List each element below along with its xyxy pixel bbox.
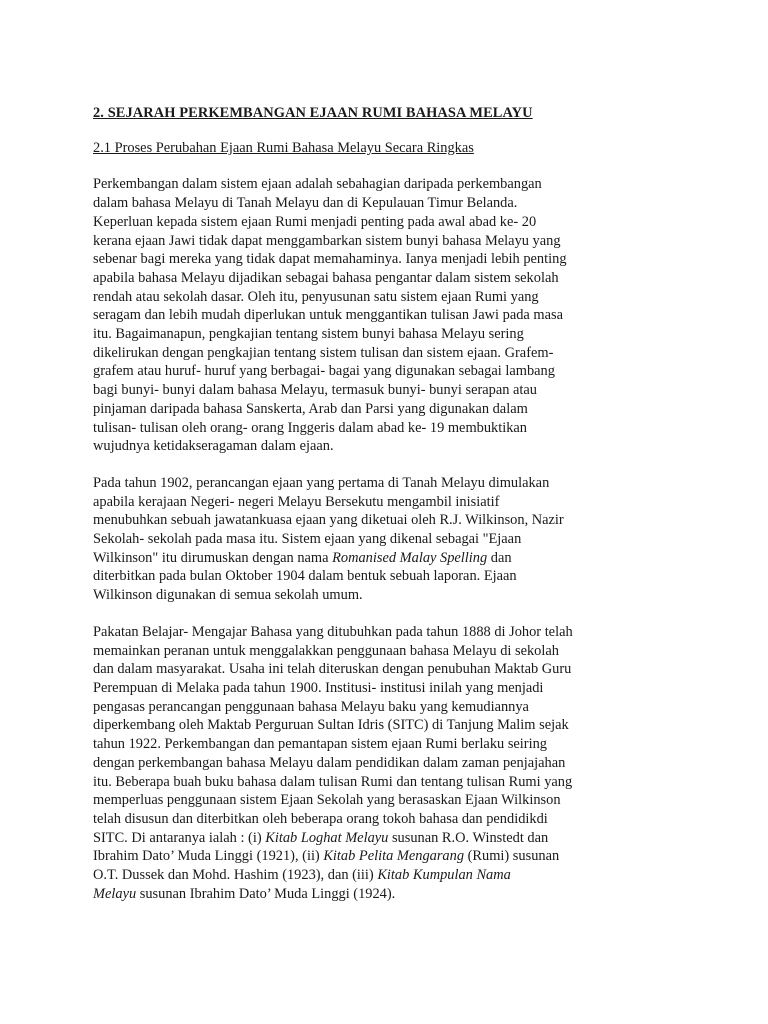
text-line: diperkembang oleh Maktab Perguruan Sultan Idris (SITC) di Tanjung Malim sejak — [93, 717, 569, 734]
text-line — [93, 885, 683, 904]
text-line: pinjaman daripada bahasa Sanskerta, Arab dan Parsi yang digunakan dalam — [93, 400, 528, 417]
text-line: menubuhkan sebuah jawatankuasa ejaan yang diketuai oleh R.J. Wilkinson, Nazir — [93, 512, 564, 529]
text-line: Pakatan Belajar- Mengajar Bahasa yang ditubuhkan pada tahun 1888 di Johor telah — [93, 623, 573, 640]
paragraph-2 — [93, 474, 683, 605]
text-line — [93, 549, 683, 568]
text-line: bagi bunyi- bunyi dalam bahasa Melayu, termasuk bunyi- bunyi serapan atau — [93, 382, 537, 399]
text-line: apabila kerajaan Negeri- negeri Melayu Bersekutu mengambil inisiatif — [93, 493, 500, 510]
book-title-kitab-loghat-melayu: Kitab Loghat Melayu — [265, 829, 389, 846]
text-line: diterbitkan pada bulan Oktober 1904 dalam bentuk sebuah laporan. Ejaan — [93, 568, 517, 585]
text-line — [93, 847, 683, 866]
section-heading: 2. SEJARAH PERKEMBANGAN EJAAN RUMI BAHASA MELAYU — [93, 105, 533, 121]
text-line: Pada tahun 1902, perancangan ejaan yang pertama di Tanah Melayu dimulakan — [93, 474, 550, 491]
text-run: Wilkinson" itu dirumuskan dengan nama — [93, 549, 333, 566]
text-run: susunan R.O. Winstedt dan — [388, 829, 549, 846]
text-line: itu. Bagaimanapun, pengkajian tentang sistem bunyi bahasa Melayu sering — [93, 326, 524, 343]
text-line: seragam dan lebih mudah diperlukan untuk menggantikan tulisan Jawi pada masa — [93, 307, 563, 324]
text-line: grafem atau huruf- huruf yang berbagai- bagai yang digunakan sebagai lambang — [93, 363, 555, 380]
text-run: dan — [487, 549, 512, 566]
book-title-melayu: Melayu — [93, 885, 137, 902]
text-run: susunan Ibrahim Dato’ Muda Linggi (1924). — [136, 885, 396, 902]
text-line: memainkan peranan untuk menggalakkan penggunaan bahasa Melayu di sekolah — [93, 642, 559, 659]
text-line: rendah atau sekolah dasar. Oleh itu, penyusunan satu sistem ejaan Rumi yang — [93, 288, 539, 305]
text-run: O.T. Dussek dan Mohd. Hashim (1923), dan (iii) — [93, 867, 378, 884]
text-line: pengasas perancangan penggunaan bahasa Melayu baku yang kemudiannya — [93, 698, 529, 715]
text-run: (Rumi) susunan — [464, 848, 560, 865]
text-line: dikelirukan dengan pengkajian tentang sistem tulisan dan sistem ejaan. Grafem- — [93, 344, 554, 361]
text-line: wujudnya ketidakseragaman dalam ejaan. — [93, 438, 334, 455]
text-run: Ibrahim Dato’ Muda Linggi (1921), (ii) — [93, 848, 324, 865]
text-run: SITC. Di antaranya ialah : (i) — [93, 829, 266, 846]
text-line: Sekolah- sekolah pada masa itu. Sistem ejaan yang dikenal sebagai "Ejaan — [93, 531, 522, 548]
text-line — [93, 866, 683, 885]
text-line: memperluas penggunaan sistem Ejaan Sekolah yang berasaskan Ejaan Wilkinson — [93, 792, 561, 809]
text-line: telah disusun dan diterbitkan oleh beberapa orang tokoh bahasa dan pendidikdi — [93, 810, 548, 827]
subsection-heading: 2.1 Proses Perubahan Ejaan Rumi Bahasa Melayu Secara Ringkas — [93, 139, 474, 156]
text-line: itu. Beberapa buah buku bahasa dalam tulisan Rumi dan tentang tulisan Rumi yang — [93, 773, 573, 790]
text-line: dalam bahasa Melayu di Tanah Melayu dan di Kepulauan Timur Belanda. — [93, 195, 518, 212]
document-page — [93, 104, 683, 921]
text-line: sebenar bagi mereka yang tidak dapat memahaminya. Ianya menjadi lebih penting — [93, 251, 567, 268]
text-line: tulisan- tulisan oleh orang- orang Inggeris dalam abad ke- 19 membuktikan — [93, 419, 527, 436]
paragraph-3 — [93, 623, 683, 904]
text-line: Keperluan kepada sistem ejaan Rumi menjadi penting pada awal abad ke- 20 — [93, 213, 537, 230]
book-title-kitab-pelita-mengarang: Kitab Pelita Mengarang — [323, 848, 465, 865]
text-line: dan dalam masyarakat. Usaha ini telah diteruskan dengan penubuhan Maktab Guru — [93, 661, 572, 678]
text-line: dengan perkembangan bahasa Melayu dalam pendidikan dalam zaman penjajahan — [93, 754, 566, 771]
text-line: apabila bahasa Melayu dijadikan sebagai bahasa pengantar dalam sistem sekolah — [93, 269, 559, 286]
text-line: tahun 1922. Perkembangan dan pemantapan sistem ejaan Rumi berlaku seiring — [93, 736, 547, 753]
text-line: Perkembangan dalam sistem ejaan adalah sebahagian daripada perkembangan — [93, 176, 542, 193]
paragraph-1 — [93, 175, 683, 456]
book-title-romanised-malay-spelling: Romanised Malay Spelling — [332, 549, 488, 566]
text-line — [93, 829, 683, 848]
text-line: kerana ejaan Jawi tidak dapat menggambarkan sistem bunyi bahasa Melayu yang — [93, 232, 561, 249]
text-line: Perempuan di Melaka pada tahun 1900. Institusi- institusi inilah yang menjadi — [93, 679, 544, 696]
book-title-kitab-kumpulan-nama: Kitab Kumpulan Nama — [377, 867, 511, 884]
text-line: Wilkinson digunakan di semua sekolah umum. — [93, 587, 363, 604]
